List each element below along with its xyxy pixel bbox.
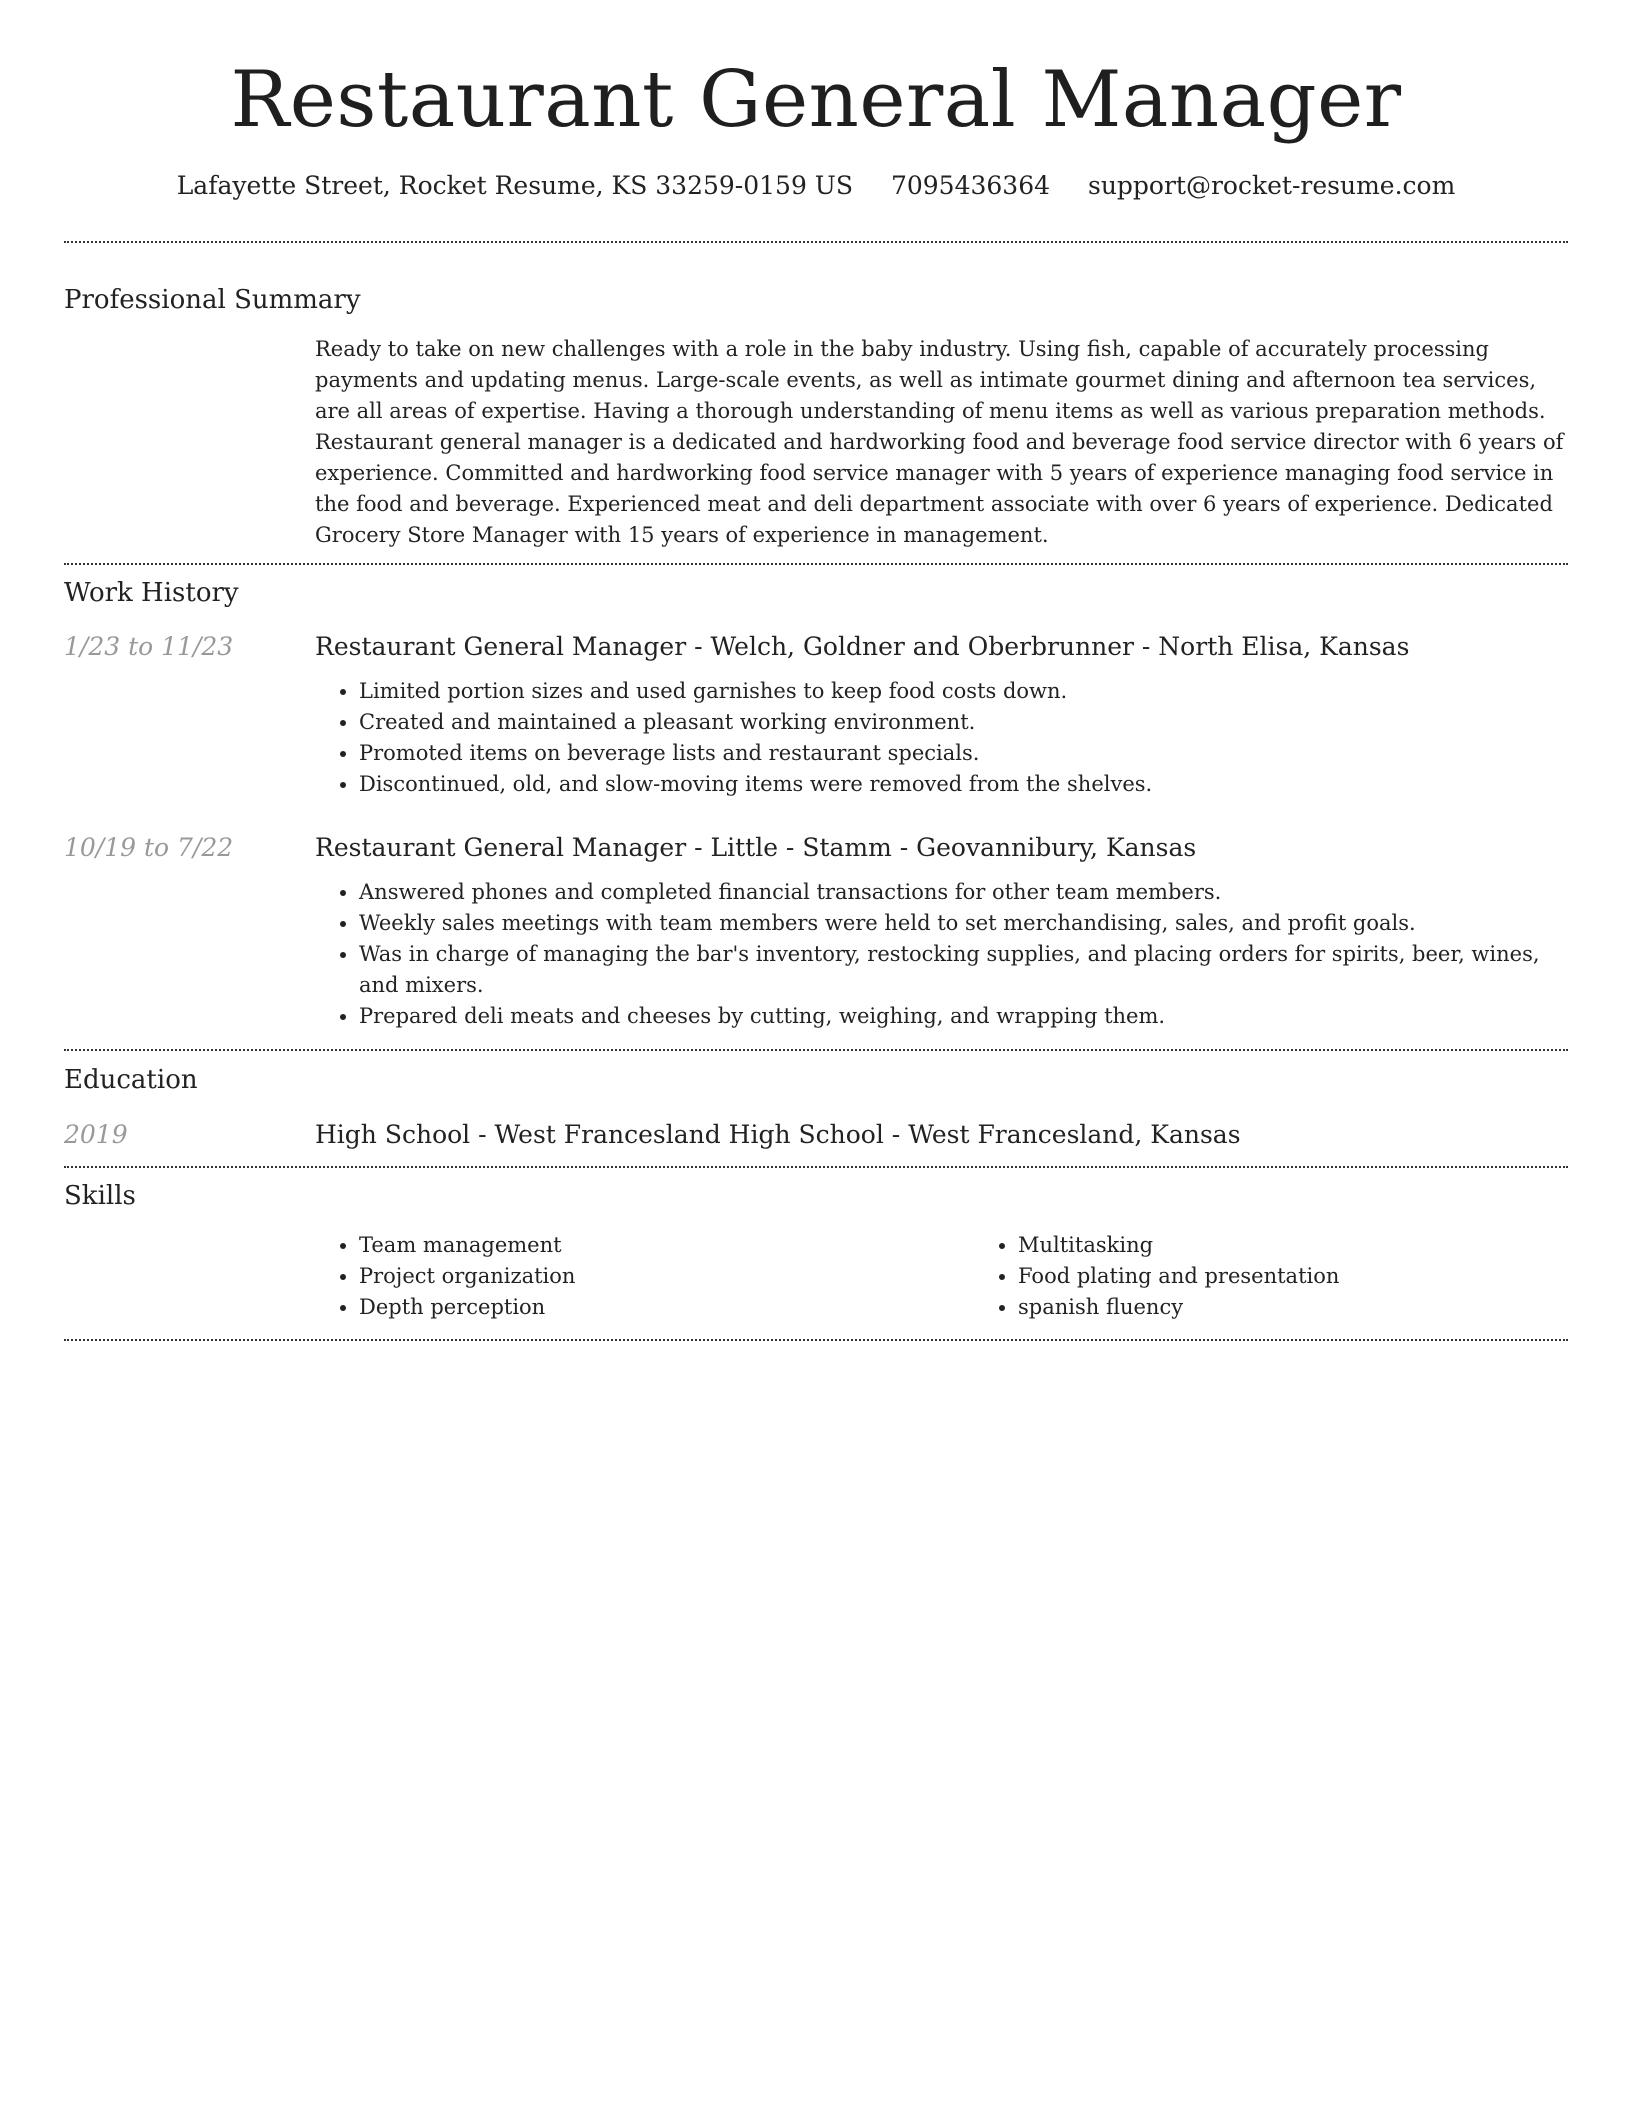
section-divider	[64, 563, 1568, 565]
job-heading: Restaurant General Manager - Little - Stamm - Geovannibury, Kansas	[315, 833, 1197, 862]
skill-item: • Multitasking	[1018, 1230, 1632, 1261]
job-dates: 10/19 to 7/22	[64, 833, 234, 862]
contact-line	[64, 168, 1568, 204]
job-entry	[64, 630, 1568, 800]
skill-item: • Team management	[359, 1230, 974, 1261]
resume-name: Restaurant General Manager	[230, 55, 1402, 145]
job-bullet: • Prepared deli meats and cheeses by cutting, weighing, and wrapping them.	[359, 1001, 1568, 1032]
section-divider	[64, 1049, 1568, 1051]
section-divider	[64, 1166, 1568, 1168]
section-divider	[64, 1339, 1568, 1341]
summary-text: Ready to take on new challenges with a role in the baby industry. Using fish, capable of accurately processing payments and updating menus. Large-scale events, as well as intimate gourmet dining and afternoon tea services, are all areas of expertise. Having a thorough understanding of menu items as well as various preparation methods. Restaurant general manager is a dedicated and hardworking food and beverage food service director with 6 years of experience. Committed and hardworking food service manager with 5 years of experience managing food service in the food and beverage. Experienced meat and deli department associate with over 6 years of experience. Dedicated Grocery Store Manager with 15 years of experience in management.	[315, 337, 1564, 547]
education-entry	[64, 1118, 1568, 1152]
section-divider	[64, 241, 1568, 243]
job-bullets	[315, 877, 1568, 1032]
job-heading: Restaurant General Manager - Welch, Goldner and Oberbrunner - North Elisa, Kansas	[315, 632, 1410, 661]
job-dates: 1/23 to 11/23	[64, 632, 234, 661]
resume-page	[64, 0, 1568, 1341]
skills-list	[315, 1230, 1568, 1323]
job-header	[64, 831, 1568, 865]
job-bullet: • Discontinued, old, and slow-moving items were removed from the shelves.	[359, 769, 1568, 800]
skill-item: • Depth perception	[359, 1292, 974, 1323]
skill-item: • Project organization	[359, 1261, 974, 1292]
job-bullet: • Created and maintained a pleasant working environment.	[359, 707, 1568, 738]
contact-phone: 7095436364	[890, 171, 1051, 200]
skill-item: • Food plating and presentation	[1018, 1261, 1632, 1292]
contact-address: Lafayette Street, Rocket Resume, KS 33259-0159 US	[176, 171, 854, 200]
job-bullets	[315, 676, 1568, 800]
education-section-title: Education	[64, 1065, 198, 1095]
skills-column-left	[315, 1230, 974, 1323]
skills-column-right	[974, 1230, 1632, 1323]
job-bullet: • Limited portion sizes and used garnishes to keep food costs down.	[359, 676, 1568, 707]
summary-section-title: Professional Summary	[64, 285, 361, 315]
job-bullet: • Weekly sales meetings with team members were held to set merchandising, sales, and profit goals.	[359, 908, 1568, 939]
education-heading: High School - West Francesland High School - West Francesland, Kansas	[315, 1120, 1241, 1149]
job-bullet: • Promoted items on beverage lists and restaurant specials.	[359, 738, 1568, 769]
job-entry	[64, 831, 1568, 1032]
job-bullet: • Answered phones and completed financial transactions for other team members.	[359, 877, 1568, 908]
skills-section-title: Skills	[64, 1181, 136, 1211]
job-header	[64, 630, 1568, 664]
job-bullet: • Was in charge of managing the bar's inventory, restocking supplies, and placing orders for spirits, beer, wines, and mixers.	[359, 939, 1568, 1001]
work-history-section-title: Work History	[64, 578, 239, 608]
education-year: 2019	[64, 1120, 128, 1149]
contact-email: support@rocket-resume.com	[1087, 171, 1456, 200]
skill-item: • spanish fluency	[1018, 1292, 1632, 1323]
